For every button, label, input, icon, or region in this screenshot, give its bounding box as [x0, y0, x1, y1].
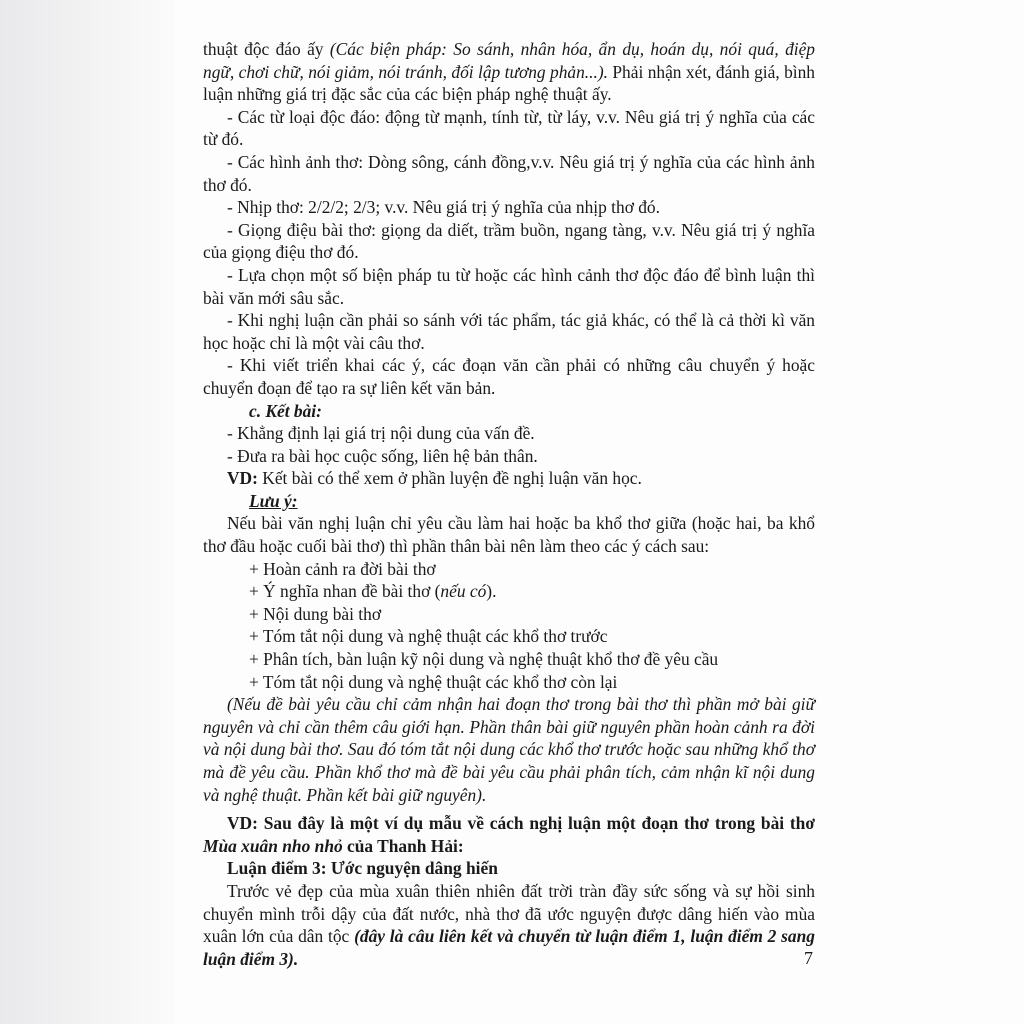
bullet-transitions: - Khi viết triển khai các ý, các đoạn văn cần phải có những câu chuyển ý hoặc chuyển đoạn để tạo ra sự liên kết văn bản. [203, 355, 815, 398]
bullet-rhythm: - Nhịp thơ: 2/2/2; 2/3; v.v. Nêu giá trị ý nghĩa của nhịp thơ đó. [227, 197, 660, 218]
bullet-tone: - Giọng điệu bài thơ: giọng da diết, trầm buồn, ngang tàng, v.v. Nêu giá trị ý nghĩa của giọng điệu thơ đó. [203, 219, 815, 263]
paragraph-techniques [203, 38, 815, 106]
plus-item-context: + Hoàn cảnh ra đời bài thơ [249, 558, 436, 579]
bold-italic-run: (đây là câu liên kết và chuyển từ luận điểm 1, luận điểm 2 sang luận điểm 3). [203, 926, 815, 969]
text-run: + Ý nghĩa nhan đề bài thơ ( [249, 581, 441, 602]
text-run: Phải nhận xét, đánh giá, bình luận những giá trị đặc sắc của các biện pháp nghệ thuật ấy. [203, 61, 816, 105]
example-line-1 [203, 467, 815, 490]
plus-item-content: + Nội dung bài thơ [249, 603, 382, 624]
bullet-rhetoric: - Lựa chọn một số biện pháp tu từ hoặc các hình cảnh thơ độc đáo để bình luận thì bài văn mới sâu sắc. [203, 264, 815, 308]
bullet-lesson: - Đưa ra bài học cuộc sống, liên hệ bản thân. [227, 445, 538, 466]
heading-conclusion: c. Kết bài: [249, 400, 322, 421]
argument-heading: Luận điểm 3: Ước nguyện dâng hiến [227, 858, 498, 879]
text-run: ). [486, 581, 497, 602]
bold-run: của Thanh Hải: [342, 835, 464, 856]
plus-item-summary-before: + Tóm tắt nội dung và nghệ thuật các khổ thơ trước [249, 626, 608, 647]
example-line-2 [203, 812, 815, 857]
bullet-affirm: - Khẳng định lại giá trị nội dung của vấn đề. [227, 423, 535, 444]
plus-item-analysis: + Phân tích, bàn luận kỹ nội dung và nghệ thuật khổ thơ đề yêu cầu [249, 649, 719, 670]
page-number: 7 [804, 948, 813, 968]
book-spine-shadow [0, 0, 175, 1024]
document-page [203, 38, 815, 970]
heading-note: Lưu ý: [249, 490, 298, 511]
note-paragraph: Nếu bài văn nghị luận chỉ yêu cầu làm hai hoặc ba khổ thơ giữa (hoặc hai, ba khổ thơ đầu hoặc cuối bài thơ) thì phần thân bài nên làm theo các ý cách sau: [203, 513, 815, 557]
plus-item-title-meaning [203, 580, 815, 603]
italic-run: nếu có [440, 581, 487, 602]
plus-item-summary-after: + Tóm tắt nội dung và nghệ thuật các khổ thơ còn lại [249, 671, 618, 692]
bullet-compare: - Khi nghị luận cần phải so sánh với tác phẩm, tác giả khác, có thể là cả thời kì văn học hoặc chỉ là một vài câu thơ. [203, 310, 815, 353]
final-paragraph [203, 880, 815, 970]
note-italic-paragraph: (Nếu đề bài yêu cầu chỉ cảm nhận hai đoạn thơ trong bài thơ thì phần mở bài giữ nguyên và chỉ cần thêm câu giới hạn. Phần thân bài giữ nguyên phần hoàn cảnh ra đời và nội dung bài thơ. Sau đó tóm tắt nội dung các khổ thơ trước hoặc sau những khổ thơ mà đề yêu cầu. Phần khổ thơ mà đề bài yêu cầu phải phân tích, cảm nhận kĩ nội dung và nghệ thuật. Phần kết bài giữ nguyên). [203, 694, 815, 805]
italic-run: (Các biện pháp: So sánh, nhân hóa, ẩn dụ, hoán dụ, nói quá, điệp ngữ, chơi chữ, nói giảm, nói tránh, đối lập tương phản...). [203, 39, 816, 82]
text-run: Kết bài có thể xem ở phần luyện đề nghị luận văn học. [257, 468, 642, 489]
poem-title: Mùa xuân nho nhỏ [203, 835, 343, 856]
example-label: VD: [227, 468, 258, 489]
bold-run: VD: Sau đây là một ví dụ mẫu về cách nghị luận một đoạn thơ trong bài thơ [227, 813, 815, 834]
bullet-word-types: - Các từ loại độc đáo: động từ mạnh, tính từ, từ láy, v.v. Nêu giá trị ý nghĩa của các từ đó. [203, 106, 815, 150]
bullet-images: - Các hình ảnh thơ: Dòng sông, cánh đồng,v.v. Nêu giá trị ý nghĩa của các hình ảnh thơ đó. [203, 151, 815, 195]
text-run: thuật độc đáo ấy [203, 39, 330, 59]
text-run: Trước vẻ đẹp của mùa xuân thiên nhiên đất trời tràn đầy sức sống và sự hồi sinh chuyển mình trỗi dậy của đất nước, nhà thơ đã ước nguyện được dâng hiến vào mùa xuân lớn của dân tộc [203, 880, 815, 947]
